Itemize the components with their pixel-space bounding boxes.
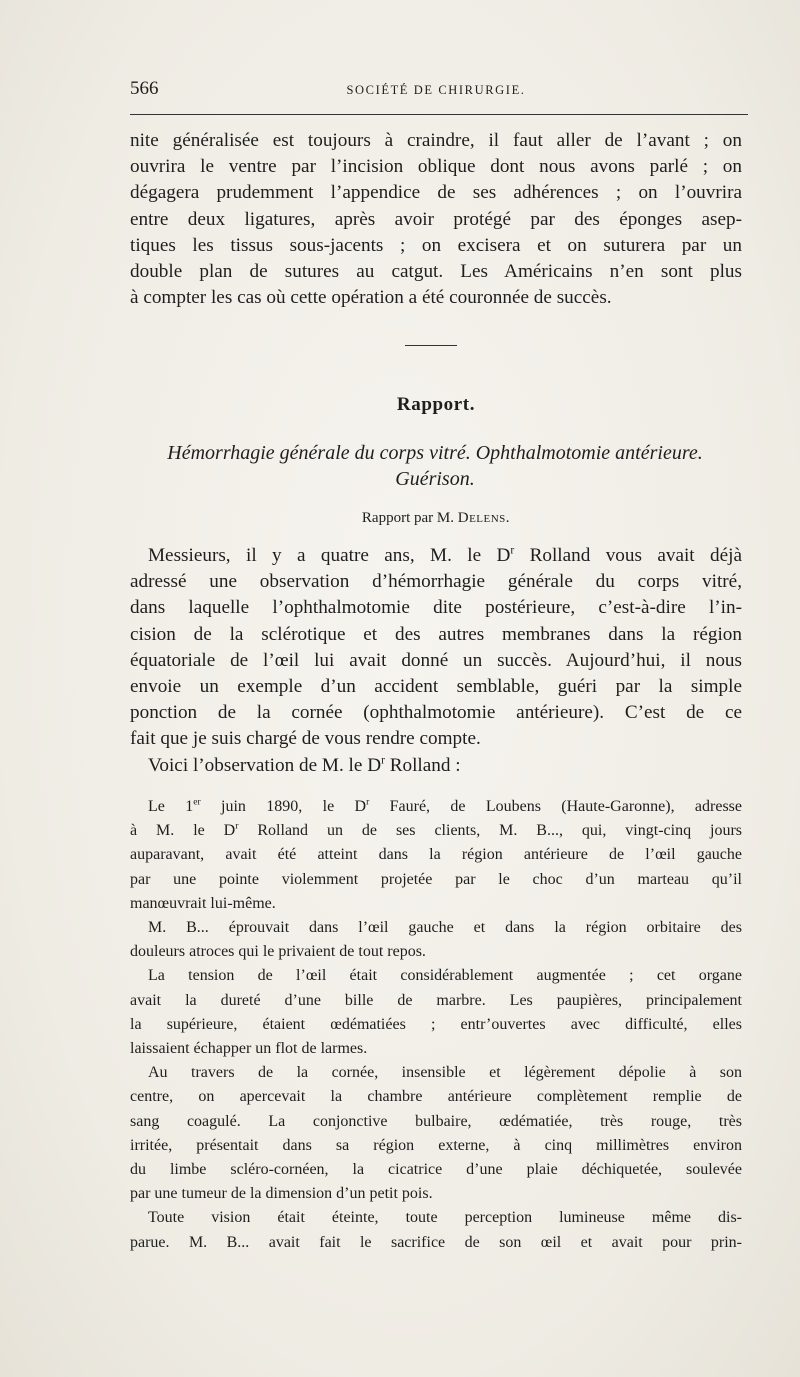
author-name: Delens. <box>457 510 511 526</box>
text-line: ouvrira le ventre par l’incision oblique dont nous avons parlé ; on <box>130 156 742 178</box>
text-line: ponction de la cornée (ophthalmotomie antérieure). C’est de ce <box>130 702 742 724</box>
byline <box>130 510 742 527</box>
text-line: équatoriale de l’œil lui avait donné un succès. Aujourd’hui, il nous <box>130 649 742 671</box>
text-line: dans laquelle l’ophthalmotomie dite postérieure, c’est-à-dire l’in- <box>130 597 742 619</box>
text-line: dégagera prudemment l’appendice de ses adhérences ; on l’ouvrira <box>130 182 742 204</box>
text-line: la supérieure, étaient œdématiées ; entr’ouvertes avec difficulté, elles <box>130 1015 742 1033</box>
subtitle-line: Guérison. <box>395 468 475 490</box>
text-line: fait que je suis chargé de vous rendre compte. <box>130 728 481 750</box>
page-header <box>130 78 742 102</box>
observation-text <box>130 795 742 1255</box>
text-line: adressé une observation d’hémorrhagie générale du corps vitré, <box>130 571 742 593</box>
text-line: Le 1er juin 1890, le $D^r$ Fauré, de Loubens (Haute-Garonne), adresse <box>148 796 743 815</box>
text-line: tiques les tissus sous-jacents ; on excisera et on suturera par un <box>130 234 742 256</box>
intro-paragraph <box>130 543 742 779</box>
subtitle-line: Hémorrhagie générale du corps vitré. Ophthalmotomie antérieure. <box>167 442 703 464</box>
section-separator <box>405 345 457 346</box>
header-rule <box>130 114 748 115</box>
byline-prefix: Rapport par M. <box>361 510 454 526</box>
text-line: à compter les cas où cette opération a été couronnée de succès. <box>130 287 612 309</box>
text-line: irritée, présentait dans sa région externe, à cinq millimètres environ <box>130 1136 742 1154</box>
text-line: par une pointe violemment projetée par le choc d’un marteau qu’il <box>130 870 742 888</box>
text-line: entre deux ligatures, après avoir protégé par des éponges asep- <box>130 208 742 230</box>
top-paragraph <box>130 128 742 311</box>
text-line: par une tumeur de la dimension d’un petit pois. <box>130 1185 433 1203</box>
page-number: 566 <box>130 78 159 99</box>
report-subtitle <box>120 440 750 492</box>
text-line: Voici l’observation de M. le $D^r$ Rolland : <box>148 754 461 776</box>
text-line: du limbe scléro-cornéen, la cicatrice d’une plaie déchiquetée, soulevée <box>130 1161 742 1179</box>
text-line: envoie un exemple d’un accident semblable, guéri par la simple <box>130 676 742 698</box>
text-line: centre, on apercevait la chambre antérieure complètement remplie de <box>130 1088 742 1106</box>
text-line: Toute vision était éteinte, toute perception lumineuse même dis- <box>148 1209 742 1227</box>
section-title: Rapport. <box>396 394 476 415</box>
text-line: M. B... éprouvait dans l’œil gauche et dans la région orbitaire des <box>148 919 742 937</box>
text-line: manœuvrait lui-même. <box>130 894 276 912</box>
text-line: laissaient échapper un flot de larmes. <box>130 1040 368 1058</box>
text-line: à M. le $D^r$ Rolland un de ses clients, M. B..., qui, vingt-cinq jours <box>130 820 742 840</box>
text-line: nite généralisée est toujours à craindre, il faut aller de l’avant ; on <box>130 130 742 151</box>
text-line: Au travers de la cornée, insensible et légèrement dépolie à son <box>148 1064 742 1082</box>
text-line: parue. M. B... avait fait le sacrifice de son œil et avait pour prin- <box>130 1233 742 1251</box>
text-line: Messieurs, il y a quatre ans, M. le $D^r$ Rolland vous avait déjà <box>148 544 742 566</box>
text-line: La tension de l’œil était considérablement augmentée ; cet organe <box>148 967 742 985</box>
text-line: double plan de sutures au catgut. Les Américains n’en sont plus <box>130 261 742 283</box>
text-line: douleurs atroces qui le privaient de tout repos. <box>130 943 426 961</box>
text-line: avait la dureté d’une bille de marbre. Les paupières, principalement <box>130 991 742 1009</box>
running-head: SOCIÉTÉ DE CHIRURGIE. <box>346 83 526 97</box>
text-line: auparavant, avait été atteint dans la région antérieure de l’œil gauche <box>130 846 742 864</box>
text-line: sang coagulé. La conjonctive bulbaire, œdématiée, très rouge, très <box>130 1112 742 1130</box>
text-line: cision de la sclérotique et des autres membranes dans la région <box>130 623 742 645</box>
